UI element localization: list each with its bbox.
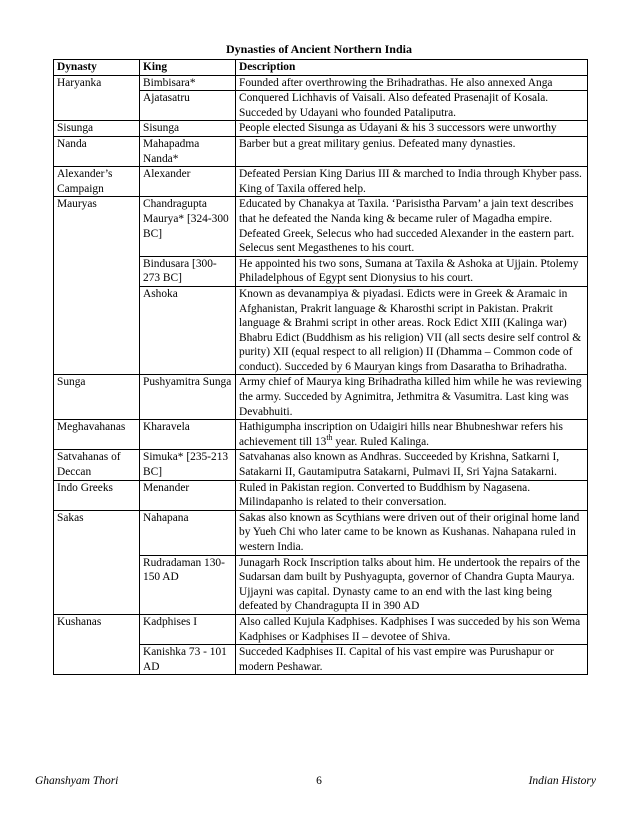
dynasty-cell bbox=[54, 256, 140, 286]
king-cell: Kharavela bbox=[140, 420, 236, 450]
table-row bbox=[54, 286, 588, 375]
description-cell: Educated by Chanakya at Taxila. ‘Parisistha Parvam’ a jain text describes that he defeated the Nanda king & became ruler of Magadha empire. Defeated Greek, Selecus who had succeded Alexander in the eastern part. Selecus sent Megasthenes to his court. bbox=[236, 197, 588, 256]
footer-page-number: 6 bbox=[316, 775, 322, 787]
table-row bbox=[54, 91, 588, 121]
table-row bbox=[54, 555, 588, 614]
king-cell: Simuka* [235-213 BC] bbox=[140, 450, 236, 480]
dynasty-table-container bbox=[53, 59, 587, 675]
table-row bbox=[54, 256, 588, 286]
dynasty-table bbox=[53, 59, 588, 675]
king-cell: Ajatasatru bbox=[140, 91, 236, 121]
dynasty-cell: Alexander’s Campaign bbox=[54, 167, 140, 197]
king-cell: Kadphises I bbox=[140, 614, 236, 644]
dynasty-cell: Indo Greeks bbox=[54, 480, 140, 510]
dynasty-cell bbox=[54, 555, 140, 614]
header-dynasty: Dynasty bbox=[54, 60, 140, 76]
table-row bbox=[54, 614, 588, 644]
footer-subject: Indian History bbox=[528, 775, 596, 787]
ordinal-suffix: th bbox=[326, 433, 333, 443]
dynasty-cell: Satvahanas of Deccan bbox=[54, 450, 140, 480]
description-cell: Army chief of Maurya king Brihadratha killed him while he was reviewing the army. Succeded by Agnimitra, Jethmitra & Vasumitra. Last king was Devabhuiti. bbox=[236, 375, 588, 420]
table-row bbox=[54, 121, 588, 137]
king-cell: Bindusara [300-273 BC] bbox=[140, 256, 236, 286]
king-cell: Menander bbox=[140, 480, 236, 510]
king-cell: Sisunga bbox=[140, 121, 236, 137]
description-cell bbox=[236, 420, 588, 450]
description-cell: Junagarh Rock Inscription talks about him. He undertook the repairs of the Sudarsan dam built by Pushyagupta, governor of Chandra Gupta Maurya. Ujjayni was capital. Dynasty came to an end with the last king being defeated by Chandragupta II in 390 AD bbox=[236, 555, 588, 614]
table-row bbox=[54, 510, 588, 555]
king-cell: Alexander bbox=[140, 167, 236, 197]
header-description: Description bbox=[236, 60, 588, 76]
description-cell: Barber but a great military genius. Defeated many dynasties. bbox=[236, 136, 588, 166]
table-row bbox=[54, 75, 588, 91]
table-row bbox=[54, 197, 588, 256]
dynasty-cell bbox=[54, 286, 140, 375]
page-title: Dynasties of Ancient Northern India bbox=[225, 42, 412, 56]
king-cell: Mahapadma Nanda* bbox=[140, 136, 236, 166]
king-cell: Ashoka bbox=[140, 286, 236, 375]
description-cell: People elected Sisunga as Udayani & his 3 successors were unworthy bbox=[236, 121, 588, 137]
description-cell: Sakas also known as Scythians were driven out of their original home land by Yueh Chi who later came to be known as Kushanas. Nahapana ruled in western India. bbox=[236, 510, 588, 555]
dynasty-cell: Kushanas bbox=[54, 614, 140, 644]
description-cell: Conquered Lichhavis of Vaisali. Also defeated Prasenajit of Kosala. Succeded by Udayani who founded Pataliputra. bbox=[236, 91, 588, 121]
dynasty-cell: Mauryas bbox=[54, 197, 140, 256]
table-row bbox=[54, 450, 588, 480]
description-cell: Satvahanas also known as Andhras. Succeeded by Krishna, Satkarni I, Satakarni II, Gautamiputra Satakarni, Pulmavi II, Sri Yajna Satakarni. bbox=[236, 450, 588, 480]
dynasty-cell: Sisunga bbox=[54, 121, 140, 137]
description-cell: Ruled in Pakistan region. Converted to Buddhism by Nagasena. Milindapanho is related to their conversation. bbox=[236, 480, 588, 510]
king-cell: Bimbisara* bbox=[140, 75, 236, 91]
description-cell: Founded after overthrowing the Brihadrathas. He also annexed Anga bbox=[236, 75, 588, 91]
dynasty-cell bbox=[54, 91, 140, 121]
description-cell: He appointed his two sons, Sumana at Taxila & Ashoka at Ujjain. Ptolemy Philadelphous of Egypt sent Dionysius to his court. bbox=[236, 256, 588, 286]
table-row bbox=[54, 420, 588, 450]
table-row bbox=[54, 375, 588, 420]
dynasty-cell: Meghavahanas bbox=[54, 420, 140, 450]
dynasty-cell: Sakas bbox=[54, 510, 140, 555]
table-row bbox=[54, 480, 588, 510]
dynasty-cell: Haryanka bbox=[54, 75, 140, 91]
table-row bbox=[54, 645, 588, 675]
description-cell: Also called Kujula Kadphises. Kadphises I was succeded by his son Wema Kadphises or Kadphises II – devotee of Shiva. bbox=[236, 614, 588, 644]
king-cell: Rudradaman 130-150 AD bbox=[140, 555, 236, 614]
dynasty-cell bbox=[54, 645, 140, 675]
header-king: King bbox=[140, 60, 236, 76]
description-cell: Succeded Kadphises II. Capital of his vast empire was Purushapur or modern Peshawar. bbox=[236, 645, 588, 675]
king-cell: Nahapana bbox=[140, 510, 236, 555]
dynasty-cell: Sunga bbox=[54, 375, 140, 420]
description-text: Hathigumpha inscription on Udaigiri hills near Bhubneshwar refers his achievement till 13 bbox=[239, 421, 563, 448]
description-cell: Defeated Persian King Darius III & marched to India through Khyber pass. King of Taxila offered help. bbox=[236, 167, 588, 197]
king-cell: Kanishka 73 - 101 AD bbox=[140, 645, 236, 675]
king-cell: Chandragupta Maurya* [324-300 BC] bbox=[140, 197, 236, 256]
table-row bbox=[54, 136, 588, 166]
footer-author: Ghanshyam Thori bbox=[35, 775, 119, 787]
description-cell: Known as devanampiya & piyadasi. Edicts were in Greek & Aramaic in Afghanistan, Prakrit language & Kharosthi script in Pakistan. Prakrit language & Brahmi script in other areas. Rock Edict XIII (Kalinga war) Bhabru Edict (Buddhism as his religion) VII (all sects desire self control & purity) XII (equal respect to all religion) II (Dhamma – Common code of conduct). Succeded by 6 Mauryan kings from Dasaratha to Brihadratha. bbox=[236, 286, 588, 375]
dynasty-cell: Nanda bbox=[54, 136, 140, 166]
table-header-row bbox=[54, 60, 588, 76]
table-row bbox=[54, 167, 588, 197]
king-cell: Pushyamitra Sunga bbox=[140, 375, 236, 420]
description-text: year. Ruled Kalinga. bbox=[332, 435, 430, 448]
